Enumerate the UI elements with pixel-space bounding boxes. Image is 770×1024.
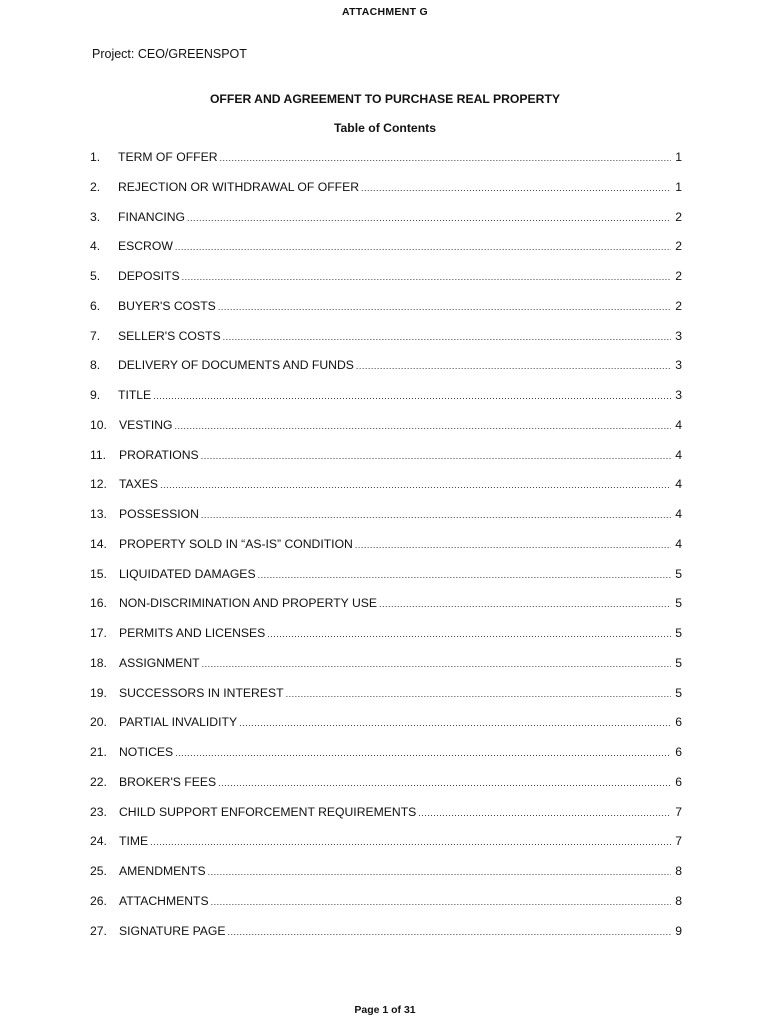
toc-entry-number: 16. — [90, 596, 107, 611]
toc-entry-page: 8 — [675, 864, 682, 878]
toc-entry-label: PRORATIONS — [119, 447, 199, 462]
toc-entry-page: 4 — [675, 536, 682, 551]
toc-entry-number: 2. — [90, 179, 101, 194]
toc-entry — [90, 269, 682, 299]
toc-entry-page: 2 — [675, 239, 682, 254]
toc-entry-label: PARTIAL INVALIDITY — [119, 715, 238, 730]
toc-entry — [90, 775, 682, 805]
toc-entry-page: 5 — [675, 566, 682, 581]
toc-entry-page: 4 — [675, 417, 682, 432]
toc-dot-leader — [201, 510, 671, 520]
toc-entry — [90, 805, 682, 835]
toc-entry — [90, 924, 682, 954]
toc-entry-page: 7 — [675, 834, 682, 849]
toc-entry-label: POSSESSION — [119, 507, 199, 521]
toc-entry-label: SIGNATURE PAGE — [119, 923, 226, 938]
toc-entry-page: 5 — [675, 685, 682, 700]
toc-entry — [90, 507, 682, 537]
toc-entry-number: 24. — [90, 834, 107, 849]
toc-entry-number: 1. — [90, 150, 101, 164]
toc-dot-leader — [228, 927, 671, 937]
toc-entry-number: 27. — [90, 923, 107, 938]
toc-entry-label: BUYER'S COSTS — [118, 298, 216, 313]
table-of-contents — [90, 150, 682, 953]
toc-entry-number: 23. — [90, 804, 107, 819]
toc-dot-leader — [175, 421, 672, 431]
toc-entry-label: AMENDMENTS — [119, 864, 206, 878]
toc-entry-label: CHILD SUPPORT ENFORCEMENT REQUIREMENTS — [119, 804, 417, 819]
toc-entry-number: 17. — [90, 626, 107, 640]
toc-entry-number: 25. — [90, 864, 107, 878]
project-line: Project: CEO/GREENSPOT — [92, 47, 247, 61]
toc-entry-label: NOTICES — [119, 745, 174, 759]
toc-entry — [90, 358, 682, 388]
toc-entry — [90, 626, 682, 656]
toc-entry-label: PERMITS AND LICENSES — [119, 626, 266, 640]
toc-entry-number: 21. — [90, 745, 107, 759]
toc-entry-page: 2 — [675, 298, 682, 313]
toc-entry — [90, 388, 682, 418]
toc-dot-leader — [175, 242, 671, 252]
toc-entry-label: ATTACHMENTS — [119, 893, 209, 908]
toc-entry-number: 4. — [90, 239, 101, 254]
toc-dot-leader — [258, 570, 671, 580]
toc-entry — [90, 894, 682, 924]
toc-dot-leader — [356, 361, 671, 371]
toc-entry-label: FINANCING — [118, 209, 186, 224]
toc-dot-leader — [211, 897, 671, 907]
toc-entry — [90, 715, 682, 745]
toc-entry-label: BROKER'S FEES — [119, 774, 217, 789]
toc-entry — [90, 210, 682, 240]
toc-dot-leader — [153, 391, 671, 401]
toc-dot-leader — [239, 718, 671, 728]
toc-entry — [90, 299, 682, 329]
toc-entry-page: 8 — [675, 893, 682, 908]
toc-entry-page: 9 — [675, 923, 682, 938]
toc-dot-leader — [187, 213, 671, 223]
toc-entry — [90, 834, 682, 864]
toc-entry-page: 5 — [675, 626, 682, 640]
toc-dot-leader — [175, 748, 671, 758]
toc-entry-number: 9. — [90, 388, 101, 402]
toc-entry-page: 2 — [675, 209, 682, 224]
toc-dot-leader — [379, 599, 671, 609]
toc-entry-number: 8. — [90, 358, 101, 373]
toc-dot-leader — [355, 540, 671, 550]
toc-entry-number: 26. — [90, 893, 107, 908]
toc-entry — [90, 477, 682, 507]
toc-entry-number: 5. — [90, 269, 101, 283]
toc-entry-label: LIQUIDATED DAMAGES — [119, 566, 256, 581]
toc-entry-page: 4 — [675, 507, 682, 521]
toc-dot-leader — [418, 808, 671, 818]
toc-entry-number: 20. — [90, 715, 107, 730]
toc-entry-number: 18. — [90, 655, 107, 670]
toc-entry-page: 5 — [675, 655, 682, 670]
toc-entry-page: 6 — [675, 715, 682, 730]
toc-entry-number: 13. — [90, 507, 107, 521]
toc-dot-leader — [223, 332, 671, 342]
toc-entry-page: 1 — [675, 150, 682, 164]
toc-entry-label: NON-DISCRIMINATION AND PROPERTY USE — [119, 596, 378, 611]
toc-dot-leader — [208, 867, 671, 877]
toc-entry — [90, 656, 682, 686]
toc-dot-leader — [182, 272, 671, 282]
toc-entry-page: 3 — [675, 388, 682, 402]
toc-entry-number: 15. — [90, 566, 107, 581]
toc-dot-leader — [160, 480, 671, 490]
toc-dot-leader — [218, 302, 671, 312]
toc-entry — [90, 448, 682, 478]
toc-entry-number: 6. — [90, 298, 101, 313]
toc-entry-page: 4 — [675, 477, 682, 492]
toc-entry — [90, 686, 682, 716]
toc-dot-leader — [201, 451, 671, 461]
toc-dot-leader — [150, 837, 671, 847]
toc-entry-label: TIME — [119, 834, 149, 849]
toc-entry — [90, 418, 682, 448]
toc-entry-label: DEPOSITS — [118, 269, 180, 283]
toc-entry-label: ASSIGNMENT — [119, 655, 200, 670]
toc-entry-number: 7. — [90, 328, 101, 343]
toc-dot-leader — [286, 689, 671, 699]
toc-entry — [90, 537, 682, 567]
toc-entry-page: 3 — [675, 328, 682, 343]
toc-entry-page: 2 — [675, 269, 682, 283]
toc-entry-page: 4 — [675, 447, 682, 462]
toc-entry — [90, 239, 682, 269]
toc-entry — [90, 567, 682, 597]
toc-entry — [90, 180, 682, 210]
toc-entry-label: TITLE — [118, 388, 152, 402]
toc-entry-page: 7 — [675, 804, 682, 819]
toc-dot-leader — [267, 629, 671, 639]
toc-entry-number: 10. — [90, 417, 107, 432]
toc-entry-page: 6 — [675, 774, 682, 789]
toc-entry-number: 22. — [90, 774, 107, 789]
toc-entry-label: SUCCESSORS IN INTEREST — [119, 685, 284, 700]
toc-entry — [90, 864, 682, 894]
toc-entry-number: 19. — [90, 685, 107, 700]
toc-entry — [90, 329, 682, 359]
toc-dot-leader — [361, 183, 671, 193]
toc-entry-page: 1 — [675, 179, 682, 194]
toc-entry-number: 11. — [90, 447, 107, 462]
toc-entry-label: ESCROW — [118, 239, 173, 254]
toc-entry-page: 6 — [675, 745, 682, 759]
toc-dot-leader — [220, 153, 671, 163]
toc-entry-label: VESTING — [119, 417, 173, 432]
toc-entry-page: 5 — [675, 596, 682, 611]
document-title: OFFER AND AGREEMENT TO PURCHASE REAL PROPERTY — [209, 92, 561, 106]
toc-entry-number: 14. — [90, 536, 107, 551]
page-number-footer: Page 1 of 31 — [354, 1004, 416, 1016]
toc-entry — [90, 745, 682, 775]
toc-heading: Table of Contents — [333, 121, 436, 135]
toc-entry-label: DELIVERY OF DOCUMENTS AND FUNDS — [118, 358, 354, 373]
toc-entry-number: 3. — [90, 209, 101, 224]
toc-entry-label: TERM OF OFFER — [118, 150, 218, 164]
toc-entry-label: REJECTION OR WITHDRAWAL OF OFFER — [118, 179, 360, 194]
attachment-header: ATTACHMENT G — [341, 6, 429, 18]
toc-entry-number: 12. — [90, 477, 107, 492]
toc-dot-leader — [202, 659, 671, 669]
toc-entry-label: PROPERTY SOLD IN “AS-IS” CONDITION — [119, 536, 353, 551]
toc-entry-page: 3 — [675, 358, 682, 373]
toc-dot-leader — [218, 778, 671, 788]
toc-entry-label: SELLER'S COSTS — [118, 328, 221, 343]
toc-entry-label: TAXES — [119, 477, 159, 492]
toc-entry — [90, 150, 682, 180]
toc-entry — [90, 596, 682, 626]
